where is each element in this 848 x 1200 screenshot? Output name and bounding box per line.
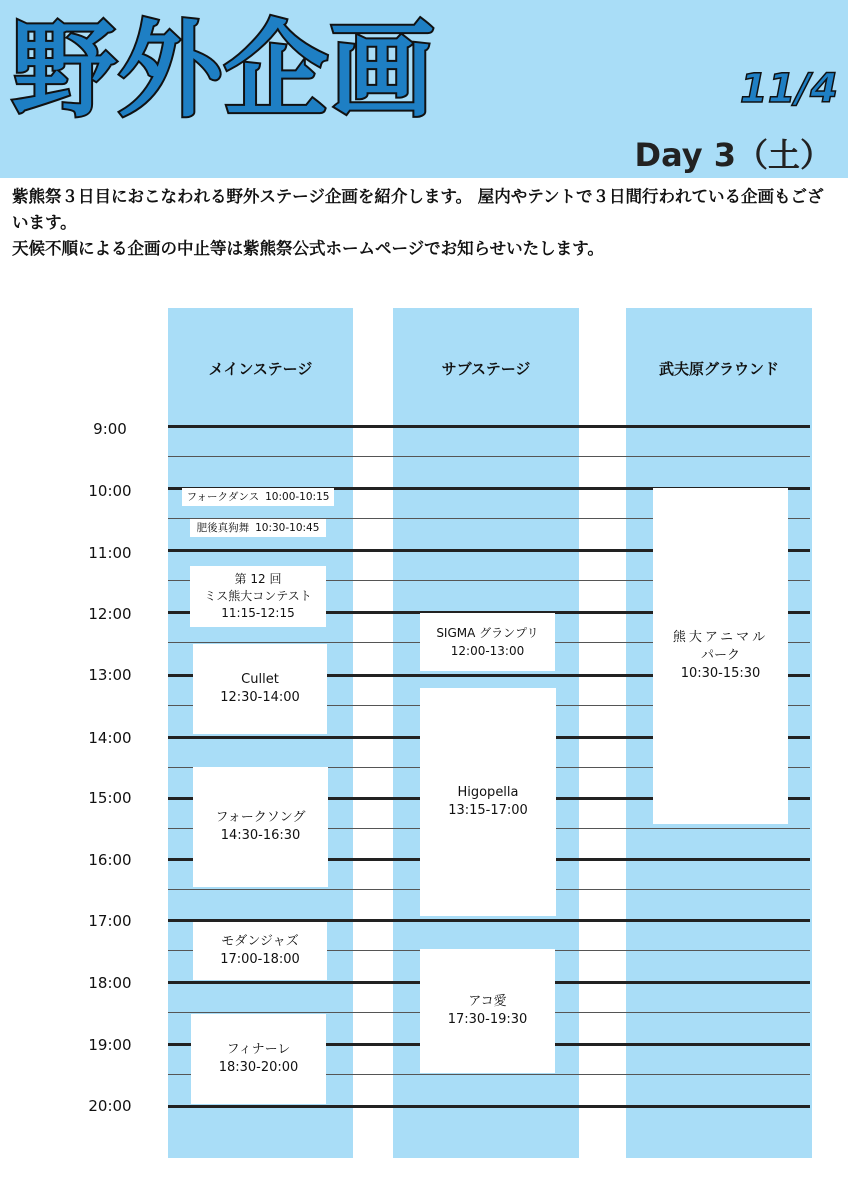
event-higopella <box>420 688 556 916</box>
event-miss-contest <box>190 566 326 627</box>
header-banner <box>0 0 848 178</box>
event-time: 17:30-19:30 <box>447 1012 528 1027</box>
event-date: 11/4 <box>739 66 838 112</box>
time-label: 15:00 <box>88 789 132 807</box>
half-hour-line <box>168 456 810 457</box>
time-label: 11:00 <box>88 544 132 562</box>
event-finale <box>191 1014 326 1104</box>
event-time: 10:30-15:30 <box>680 666 761 681</box>
event-higo <box>190 519 326 537</box>
event-time: 17:00-18:00 <box>220 952 300 967</box>
intro-line-1: 紫熊祭３日目におこなわれる野外ステージ企画を紹介します。 屋内やテントで３日間行われている企画もございます。 <box>12 187 824 232</box>
event-name: パーク <box>700 648 740 663</box>
event-time: 10:30-10:45 <box>255 522 320 534</box>
event-name: 第 12 回 <box>234 572 282 586</box>
event-folk-song <box>193 767 328 887</box>
event-time: 18:30-20:00 <box>218 1060 299 1075</box>
hour-line <box>168 1105 810 1108</box>
intro-text <box>12 184 838 262</box>
event-folk-dance <box>182 488 334 506</box>
event-name: Higopella <box>457 785 519 800</box>
time-label: 17:00 <box>88 912 132 930</box>
event-name: Cullet <box>241 672 279 687</box>
time-label: 18:00 <box>88 974 132 992</box>
time-label: 16:00 <box>88 851 132 869</box>
event-modern-jazz <box>193 922 327 980</box>
event-aco-ai <box>420 949 555 1073</box>
event-time: 12:00-13:00 <box>450 644 525 658</box>
time-label: 14:00 <box>88 729 132 747</box>
event-time: 14:30-16:30 <box>220 828 301 843</box>
event-time: 11:15-12:15 <box>221 606 295 620</box>
hour-line <box>168 425 810 428</box>
page-title: 野外企画 <box>12 9 437 131</box>
event-name: アコ愛 <box>468 994 507 1009</box>
time-label: 13:00 <box>88 666 132 684</box>
intro-line-2: 天候不順による企画の中止等は紫熊祭公式ホームページでお知らせいたします。 <box>12 239 604 258</box>
column-header-sub-stage: サブステージ <box>441 360 531 378</box>
event-cullet <box>193 644 327 734</box>
event-name: ミス熊大コンテスト <box>204 589 312 603</box>
event-time: 13:15-17:00 <box>448 803 528 818</box>
column-header-main-stage: メインステージ <box>208 360 313 378</box>
event-sigma-grand-prix <box>420 613 555 671</box>
time-label: 9:00 <box>93 420 127 438</box>
event-name: フォークソング <box>215 810 306 825</box>
column-header-ground: 武夫原グラウンド <box>658 360 779 378</box>
event-name: SIGMA グランプリ <box>436 626 539 640</box>
event-day: Day 3（土） <box>634 136 832 174</box>
event-name: フォークダンス <box>186 491 260 503</box>
event-animal-park <box>653 488 788 824</box>
time-label: 12:00 <box>88 605 132 623</box>
event-time: 12:30-14:00 <box>220 690 300 705</box>
event-name: 肥後真狗舞 <box>196 522 250 534</box>
time-label: 20:00 <box>88 1097 132 1115</box>
event-name: 熊大アニマル <box>672 630 769 645</box>
event-name: モダンジャズ <box>221 934 299 949</box>
event-name: フィナーレ <box>226 1042 291 1057</box>
time-label: 19:00 <box>88 1036 132 1054</box>
event-time: 10:00-10:15 <box>265 491 330 503</box>
time-label: 10:00 <box>88 482 132 500</box>
